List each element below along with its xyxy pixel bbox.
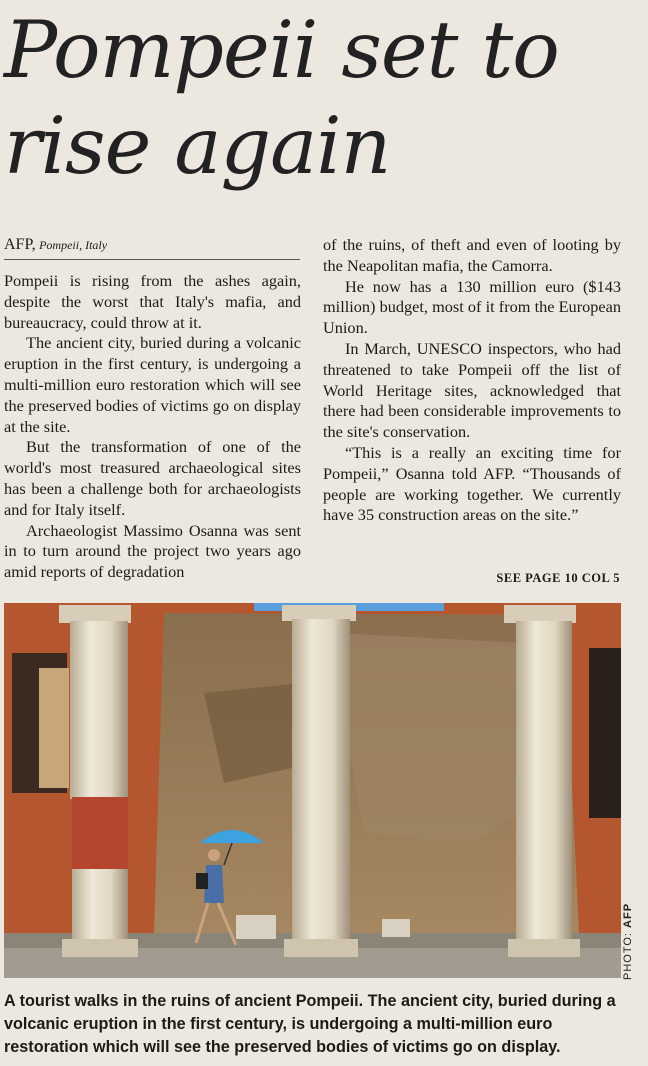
- photo-credit-source: AFP: [622, 902, 634, 928]
- photo-credit: [622, 903, 634, 980]
- paragraph: The ancient city, buried during a volcanic eruption in the first century, is undergoing a multi-million euro restoration which will see the preserved bodies of victims go on display at the site.: [4, 333, 301, 436]
- paragraph: He now has a 130 million euro ($143 million) budget, most of it from the European Union.: [323, 276, 621, 338]
- paragraph: Pompeii is rising from the ashes again, despite the worst that Italy's mafia, and bureaucracy, could throw at it.: [4, 271, 301, 332]
- article-column-1: [4, 271, 301, 583]
- see-page-jump: SEE PAGE 10 COL 5: [496, 571, 620, 585]
- byline: [4, 236, 300, 260]
- pompeii-ruins-photo: [4, 603, 621, 978]
- paragraph: Archaeologist Massimo Osanna was sent in to turn around the project two years ago amid reports of degradation: [4, 520, 301, 582]
- photo-caption: A tourist walks in the ruins of ancient Pompeii. The ancient city, buried during a volcanic eruption in the first century, is undergoing a multi-million euro restoration which will see the preserved bodies of victims go on display.: [4, 992, 616, 1056]
- paragraph: But the transformation of one of the world's most treasured archaeological sites has been a challenge both for archaeologists and for Italy itself.: [4, 437, 301, 519]
- byline-source: AFP,: [4, 236, 36, 253]
- article-column-2: [323, 235, 621, 526]
- photo-credit-label: PHOTO:: [622, 932, 634, 980]
- paragraph: of the ruins, of theft and even of looting by the Neapolitan mafia, the Camorra.: [323, 235, 621, 275]
- paragraph: “This is a really an exciting time for Pompeii,” Osanna told AFP. “Thousands of people are working together. We currently have 35 construction areas on the site.”: [323, 442, 621, 525]
- paragraph: In March, UNESCO inspectors, who had threatened to take Pompeii off the list of World Heritage sites, acknowledged that there had been considerable improvements to the site's conservation.: [323, 338, 621, 442]
- headline: Pompeii set to rise again: [4, 4, 559, 192]
- byline-location: Pompeii, Italy: [39, 238, 108, 252]
